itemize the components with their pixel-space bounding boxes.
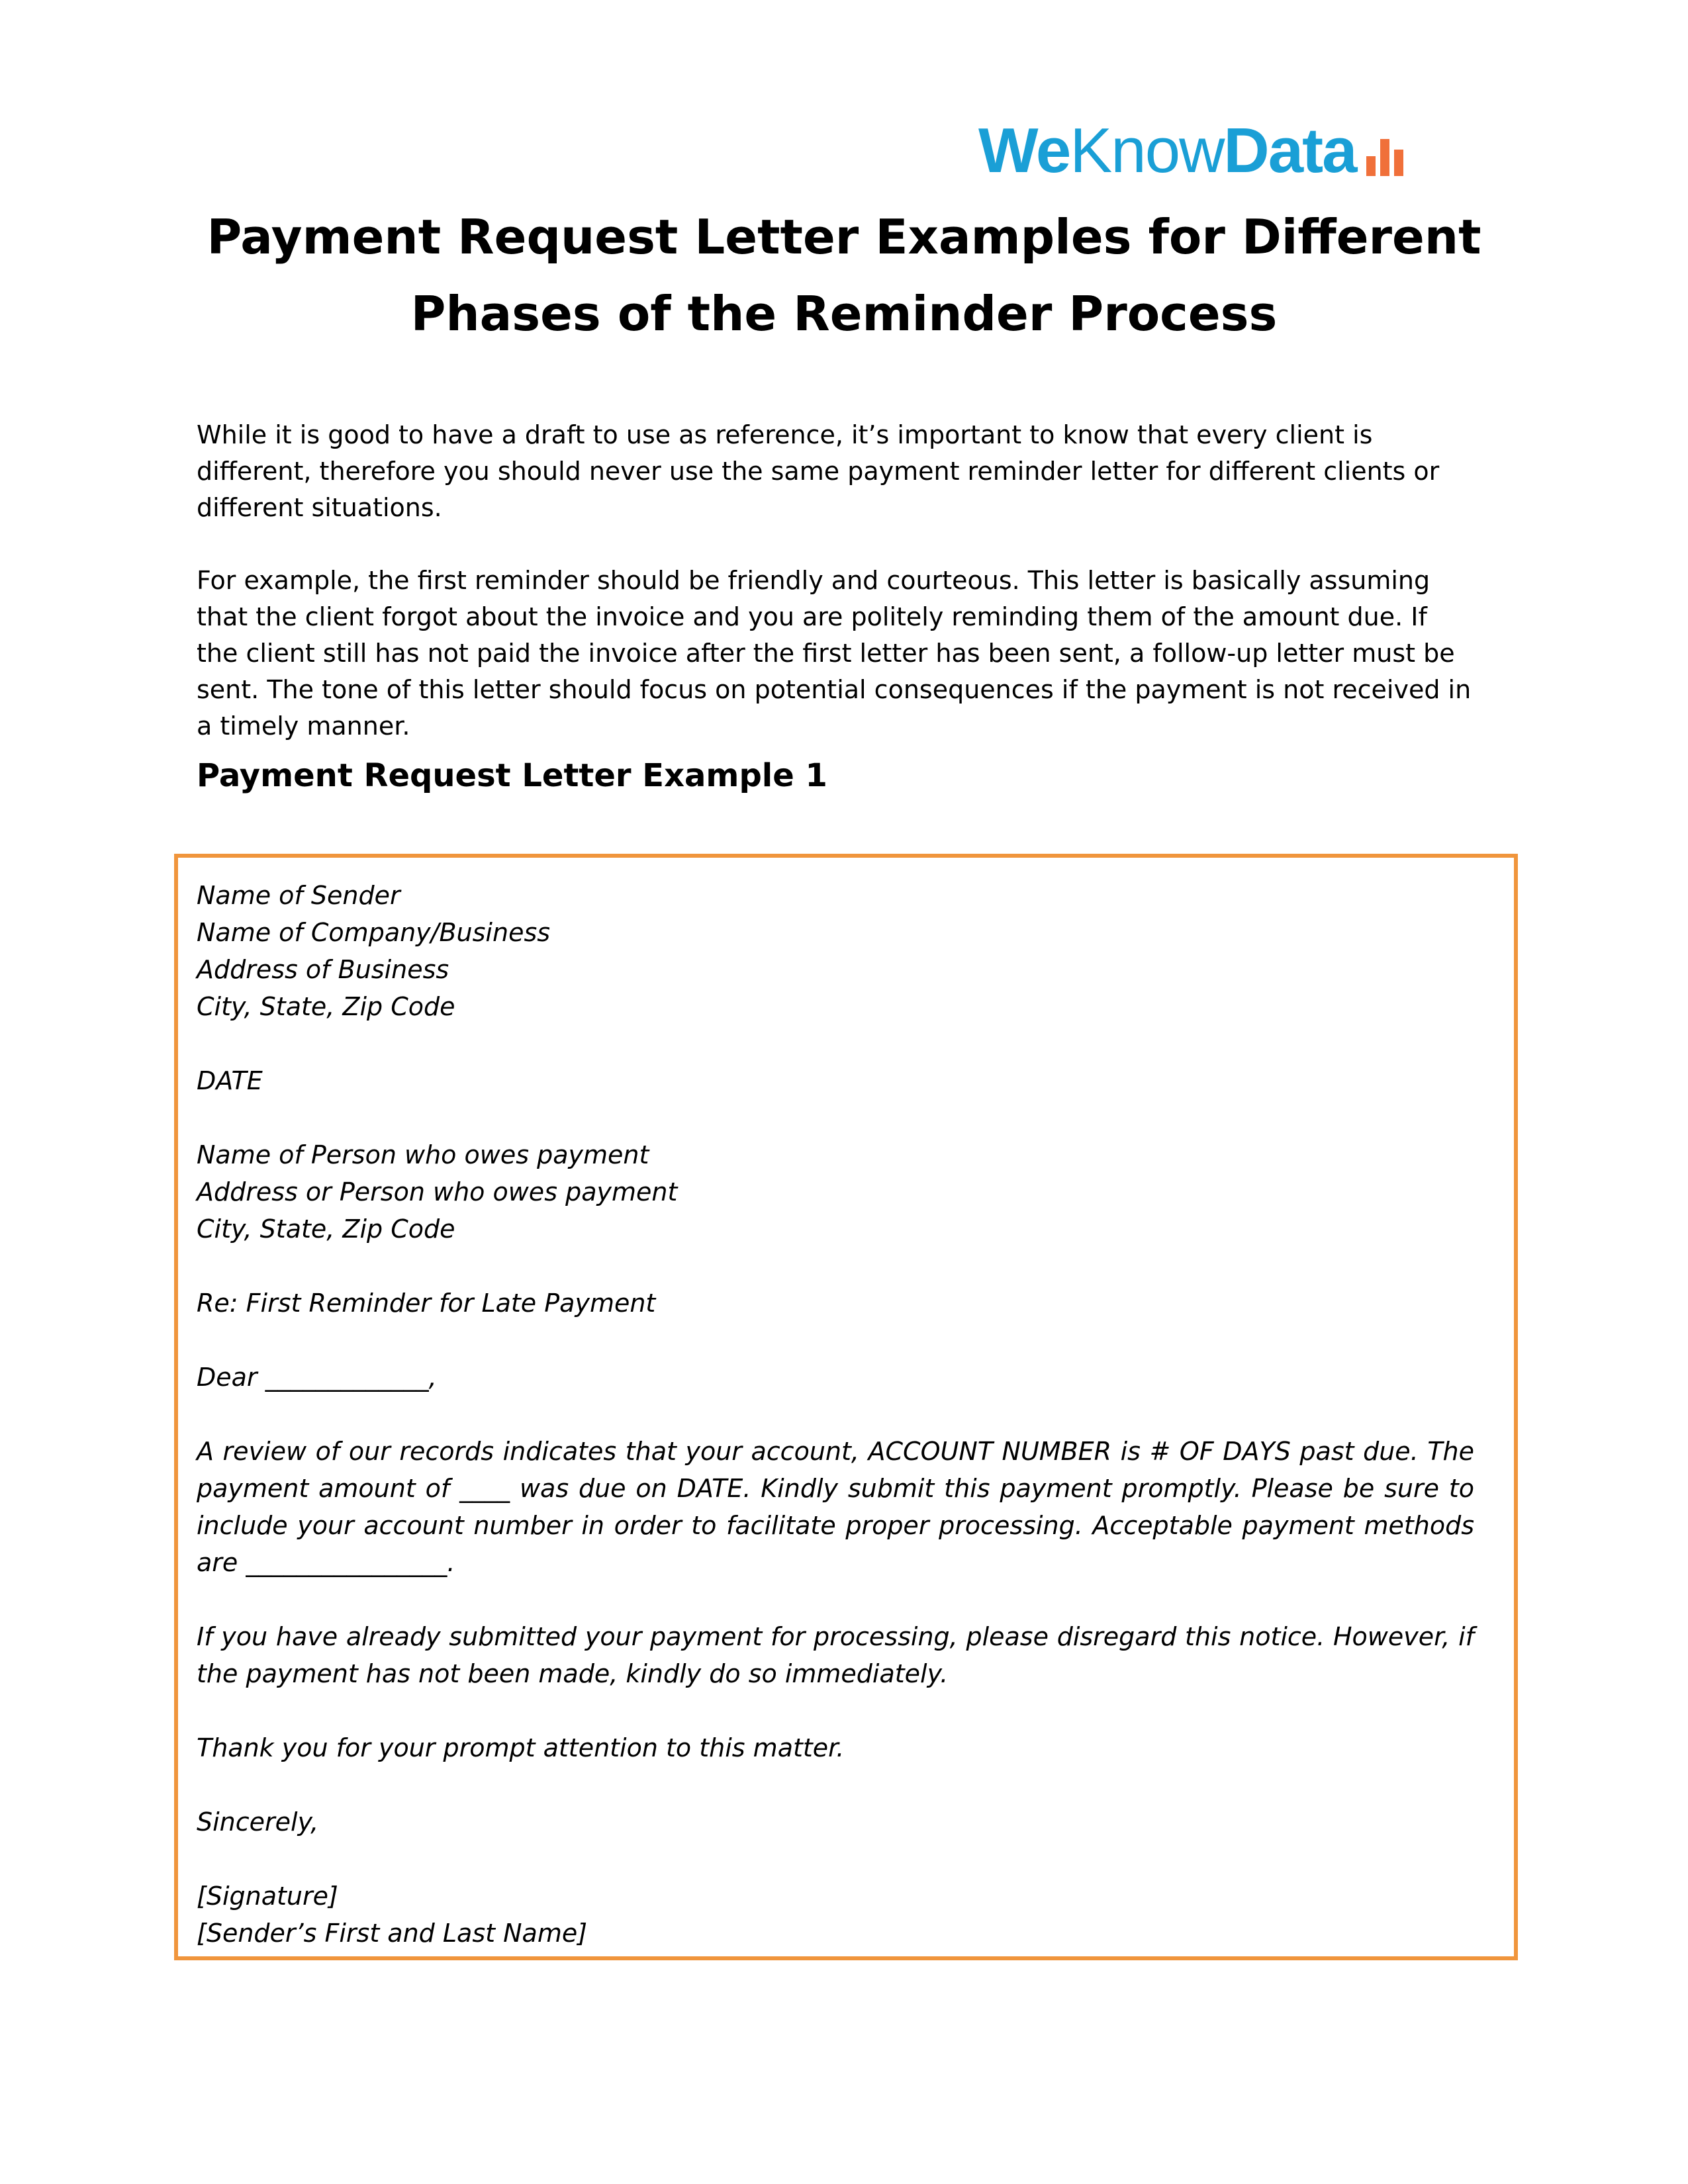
intro-paragraph-2: For example, the first reminder should be friendly and courteous. This letter is basically assuming that the client forgot about the invoice and you are politely reminding them of the amount due. If the client still has not paid the invoice after the first letter has been sent, a follow-up letter must be sent. The tone of this letter should focus on potential consequences if the payment is not received in a timely manner. xyxy=(197,566,1472,741)
page-title xyxy=(185,199,1503,352)
weknowdata-logo xyxy=(978,115,1481,186)
bar-chart-icon xyxy=(1366,138,1403,176)
logo-know: Know xyxy=(1070,115,1224,186)
sender-city: City, State, Zip Code xyxy=(197,992,455,1021)
sender-block xyxy=(197,877,1474,1025)
sender-address: Address of Business xyxy=(197,955,449,984)
section-heading: Payment Request Letter Example 1 xyxy=(197,757,827,794)
logo-data: Data xyxy=(1223,115,1356,186)
intro-paragraph-1: While it is good to have a draft to use as reference, it’s important to know that every client is different, therefore you should never use the same payment reminder letter for different clients or different situations. xyxy=(197,420,1440,522)
signature-block xyxy=(197,1878,1474,1952)
signer-name: [Sender’s First and Last Name] xyxy=(197,1919,588,1948)
letter-date: DATE xyxy=(197,1066,263,1095)
title-line-2: Phases of the Reminder Process xyxy=(410,286,1278,341)
letter-closing: Sincerely, xyxy=(197,1807,319,1837)
letter-thanks: Thank you for your prompt attention to this matter. xyxy=(197,1733,845,1762)
recipient-name: Name of Person who owes payment xyxy=(197,1140,649,1169)
logo-wordmark xyxy=(978,115,1356,186)
signature-placeholder: [Signature] xyxy=(197,1882,338,1911)
letter-salutation: Dear _____________, xyxy=(197,1363,437,1392)
letter-subject: Re: First Reminder for Late Payment xyxy=(197,1289,656,1318)
logo-we: We xyxy=(978,115,1070,186)
recipient-city: City, State, Zip Code xyxy=(197,1214,455,1244)
letter-body-paragraph-1: A review of our records indicates that your account, ACCOUNT NUMBER is # OF DAYS past due. The payment amount of ____ was due on DATE. Kindly submit this payment promptly. Please be sure to include your account number in order to facilitate proper processing. Acceptable payment methods are ________________. xyxy=(197,1437,1474,1577)
sender-name: Name of Sender xyxy=(197,881,400,910)
letter-body-paragraph-2: If you have already submitted your payment for processing, please disregard this notice. However, if the payment has not been made, kindly do so immediately. xyxy=(197,1622,1474,1688)
recipient-address: Address or Person who owes payment xyxy=(197,1177,678,1206)
sender-company: Name of Company/Business xyxy=(197,918,551,947)
recipient-block xyxy=(197,1136,1474,1248)
title-line-1: Payment Request Letter Examples for Different xyxy=(207,209,1481,265)
